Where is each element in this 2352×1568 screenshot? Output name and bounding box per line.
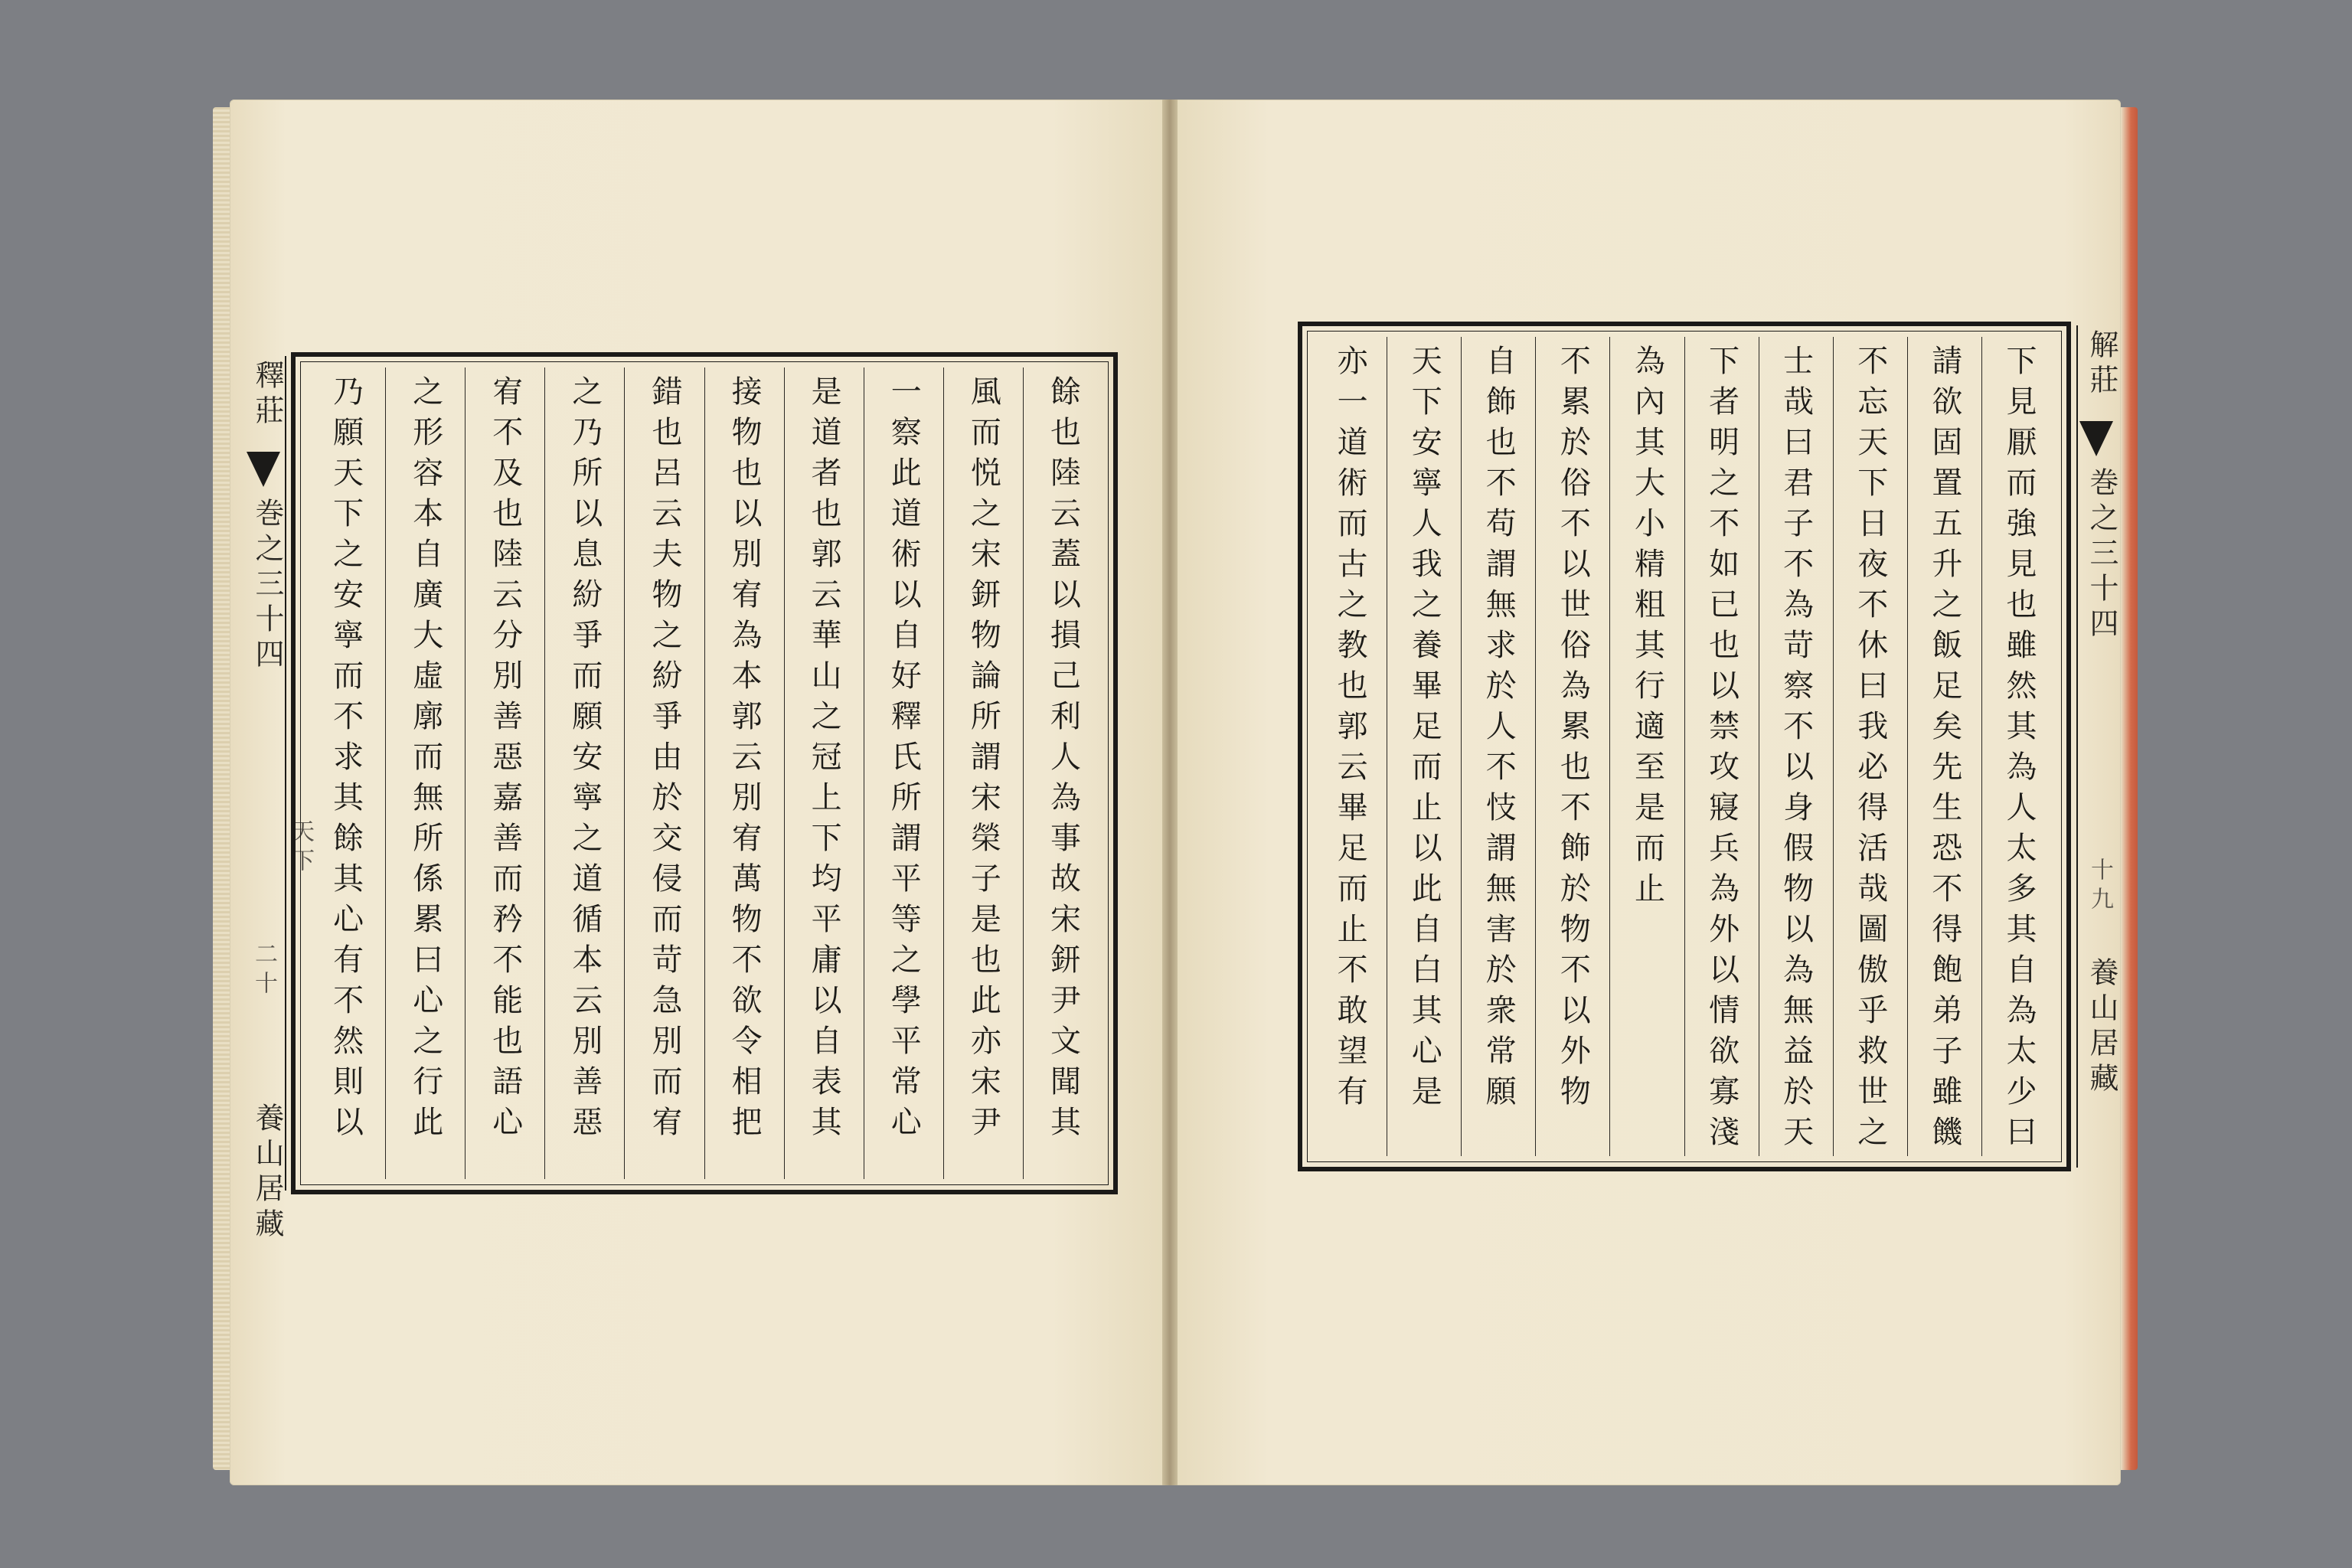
right-fold-publisher: 養山居藏 [2085,957,2118,1098]
left-column-3: 一察此道術以自好釋氏所謂平等之學平常心 [864,368,943,1179]
right-column-1: 下見厭而強見也雖然其為人太多其自為太少曰 [1981,337,2056,1156]
left-column-2: 風而悦之宋鈃物論所謂宋榮子是也此亦宋尹 [943,368,1023,1179]
right-column-8: 自飾也不苟謂無求於人不忮謂無害於衆常願 [1461,337,1535,1156]
left-fold-publisher: 養山居藏 [250,1102,284,1243]
open-book [230,84,2121,1508]
left-column-5: 接物也以別宥為本郭云別宥萬物不欲令相把 [704,368,784,1179]
left-fold-title: 釋莊 [250,360,284,430]
left-fold-page-number: 二十 [250,942,277,1000]
right-fold-volume: 巻之三十四 [2085,467,2118,643]
right-column-7: 不累於俗不以世俗為累也不飾於物不以外物 [1535,337,1609,1156]
book-gutter [1162,100,1178,1485]
fold-line-left [285,356,286,1191]
left-fold-volume: 巻之三十四 [250,498,284,674]
right-column-6: 為內其大小精粗其行適至是而止 [1609,337,1684,1156]
right-column-4: 士哉曰君子不為苛察不以身假物以為無益於天 [1759,337,1833,1156]
right-text-frame [1298,322,2071,1171]
right-column-9: 天下安寧人我之養畢足而止以此自白其心是 [1387,337,1461,1156]
left-column-1: 餘也陸云蓋以損己利人為事故宋鈃尹文聞其 [1023,368,1102,1179]
left-column-10: 乃願天下之安寧而不求其餘其心有不然則以 [328,375,364,1146]
page-edge-left [213,107,230,1470]
right-column-10: 亦一道術而古之教也郭云畢足而止不敢望有 [1332,345,1368,1116]
left-column-7: 之乃所以息紛爭而願安寧之道循本云別善惡 [544,368,624,1179]
right-column-2: 請欲固置五升之飯足矣先生恐不得飽弟子雖饑 [1907,337,1981,1156]
right-column-3: 不忘天下日夜不休曰我必得活哉圖傲乎救世之 [1833,337,1907,1156]
left-fold-subtitle: 天下 [287,819,314,877]
fold-line-right [2076,325,2078,1168]
left-column-8: 宥不及也陸云分別善惡嘉善而矜不能也語心 [465,368,544,1179]
left-column-6: 錯也呂云夫物之紛爭由於交侵而苛急別而宥 [624,368,704,1179]
right-fold-title: 解莊 [2085,329,2118,400]
left-column-9: 之形容本自廣大虛廓而無所係累曰心之行此 [385,368,465,1179]
left-text-frame [291,352,1118,1194]
right-fold-page-number: 十九 [2086,858,2113,916]
right-column-5: 下者明之不如已也以禁攻寢兵為外以情欲寡淺 [1684,337,1759,1156]
left-column-4: 是道者也郭云華山之冠上下均平庸以自表其 [784,368,864,1179]
page-edge-right [2121,107,2138,1470]
